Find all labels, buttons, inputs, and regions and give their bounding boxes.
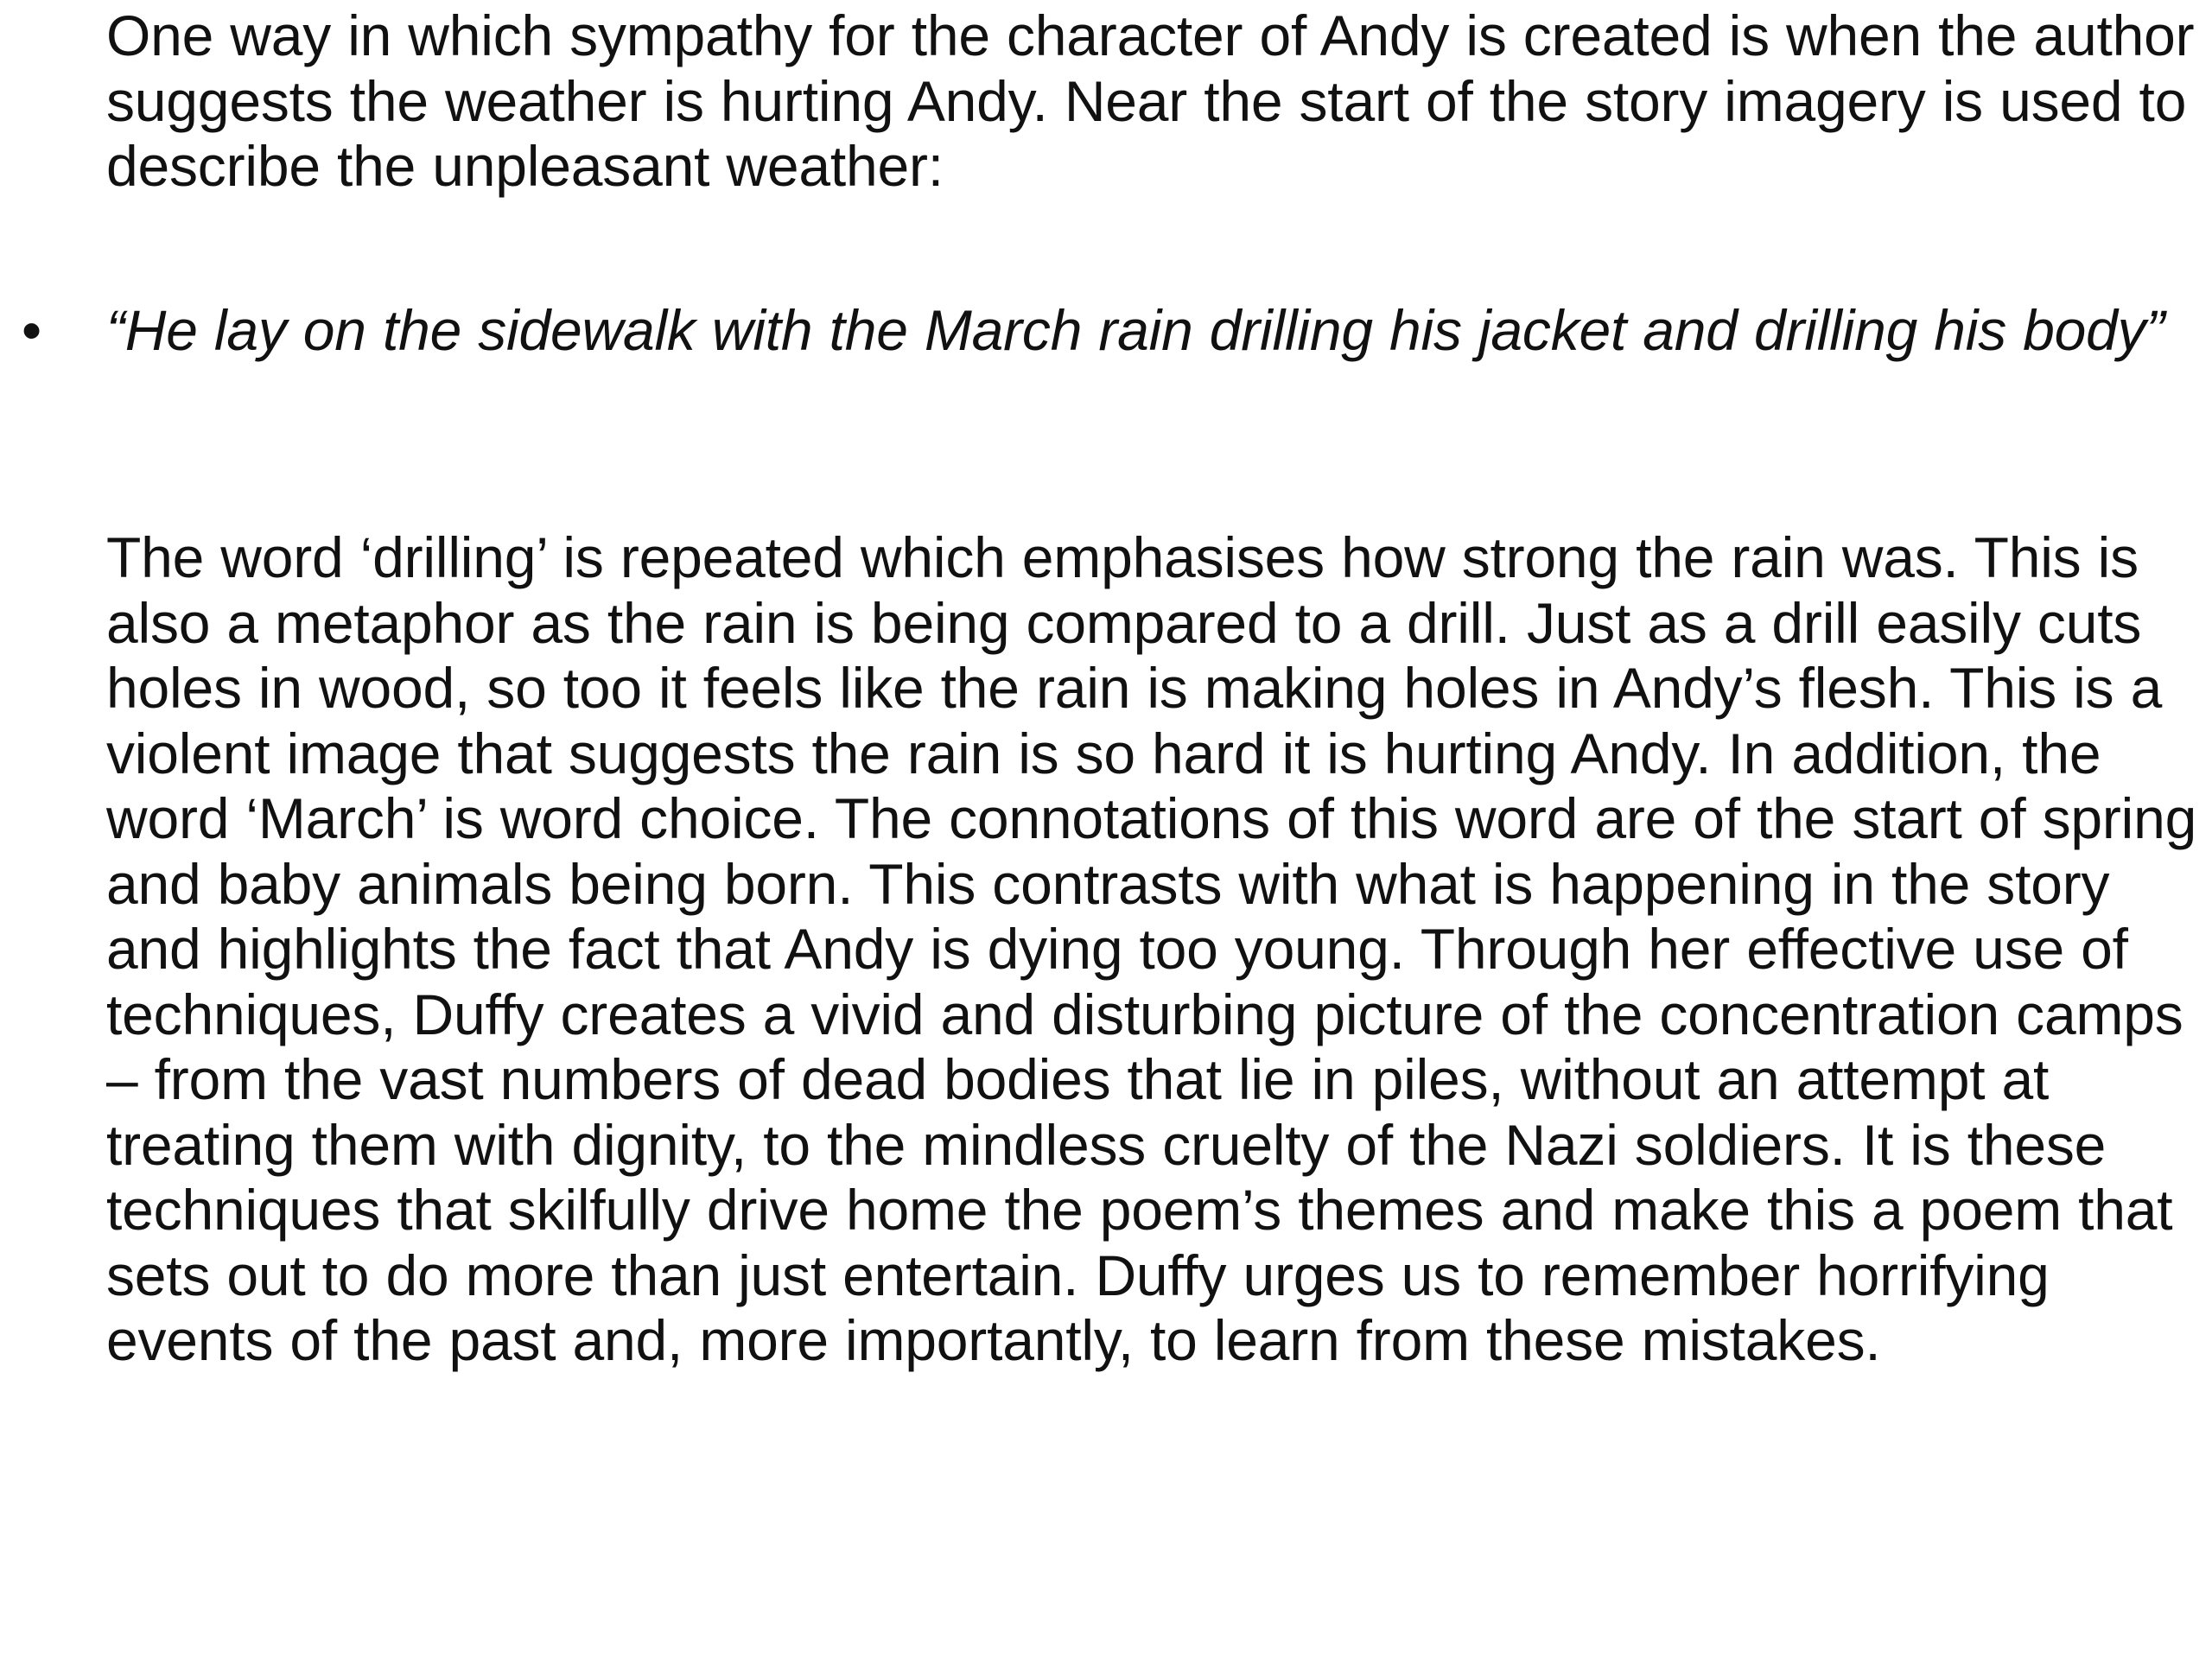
intro-paragraph: One way in which sympathy for the character of Andy is created is when the author suggests the weather is hurting Andy. Near the start of the story imagery is used to describe the unpleasant weather: xyxy=(106,3,2195,198)
bullet-icon: • xyxy=(22,298,41,362)
analysis-paragraph: The word ‘drilling’ is repeated which emphasises how strong the rain was. This is also a metaphor as the rain is being compared to a drill. Just as a drill easily cuts holes in wood, so too it feels like the rain is making holes in Andy’s flesh. This is a violent image that suggests the rain is so hard it is hurting Andy. In addition, the word ‘March’ is word choice. The connotations of this word are of the start of spring and baby animals being born. This contrasts with what is happening in the story and highlights the fact that Andy is dying too young. Through her effective use of techniques, Duffy creates a vivid and disturbing picture of the concentration camps – from the vast numbers of dead bodies that lie in piles, without an attempt at treating them with dignity, to the mindless cruelty of the Nazi soldiers. It is these techniques that skilfully drive home the poem’s themes and make this a poem that sets out to do more than just entertain. Duffy urges us to remember horrifying events of the past and, more importantly, to learn from these mistakes. xyxy=(106,525,2197,1372)
story-quote: “He lay on the sidewalk with the March rain drilling his jacket and drilling his body” xyxy=(106,298,2165,362)
quote-bullet-item xyxy=(22,298,2197,364)
